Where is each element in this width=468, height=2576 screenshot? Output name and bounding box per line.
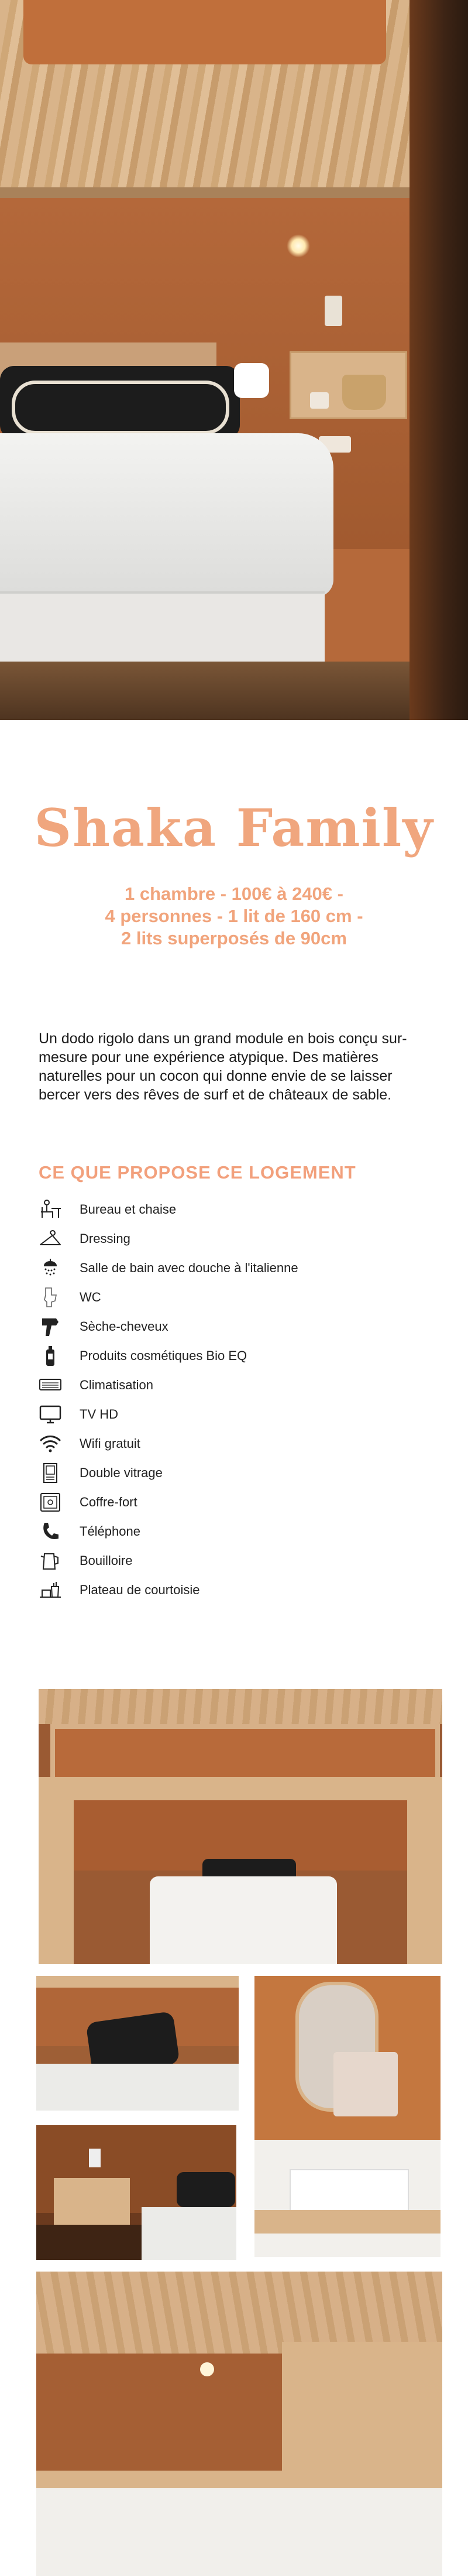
list-item [39, 1487, 390, 1516]
wall-lamp [287, 234, 310, 258]
list-item [39, 1516, 390, 1546]
amenity-label: TV HD [80, 1407, 118, 1421]
desk-chair-icon [39, 1199, 62, 1220]
kettle-icon [39, 1550, 62, 1571]
hero-room-photo [0, 0, 468, 720]
cosmetics-bottle-icon [39, 1345, 62, 1366]
list-item [39, 1282, 390, 1311]
list-item [39, 1399, 390, 1429]
list-item [39, 1458, 390, 1487]
page-title: Shaka Family [34, 797, 434, 858]
amenity-label: Wifi gratuit [80, 1436, 140, 1451]
amenity-label: Plateau de courtoisie [80, 1582, 200, 1597]
amenity-label: Climatisation [80, 1378, 153, 1392]
list-item [39, 1194, 390, 1224]
shower-icon [39, 1258, 62, 1279]
amenity-label: Produits cosmétiques Bio EQ [80, 1348, 247, 1363]
list-item [39, 1253, 390, 1282]
amenity-label: Coffre-fort [80, 1495, 137, 1509]
toilet-icon [39, 1287, 62, 1308]
hair-dryer-icon [39, 1316, 62, 1337]
amenity-label: Téléphone [80, 1524, 140, 1539]
summary-line: 4 personnes - 1 lit de 160 cm - [105, 906, 363, 926]
double-glazing-icon [39, 1462, 62, 1484]
tv-icon [39, 1404, 62, 1425]
light-switch [325, 296, 342, 326]
photo-pillows [36, 1976, 239, 2111]
air-conditioner-icon [39, 1375, 62, 1396]
photo-bunk-bed [36, 2272, 442, 2576]
list-item [39, 1546, 390, 1575]
list-item [39, 1224, 390, 1253]
amenity-label: Bouilloire [80, 1553, 133, 1568]
amenity-label: Dressing [80, 1231, 130, 1246]
safe-icon [39, 1492, 62, 1513]
photo-bunk-module [39, 1689, 442, 1964]
list-item [39, 1370, 390, 1399]
list-item [39, 1575, 390, 1604]
photo-bathroom [254, 1976, 441, 2257]
amenity-label: Double vitrage [80, 1465, 163, 1480]
amenity-label: Sèche-cheveux [80, 1319, 168, 1334]
amenity-label: Bureau et chaise [80, 1202, 177, 1217]
hanger-icon [39, 1228, 62, 1249]
summary-line: 1 chambre - 100€ à 240€ - [125, 883, 343, 904]
list-item [39, 1341, 390, 1370]
wifi-icon [39, 1433, 62, 1454]
amenity-label: WC [80, 1290, 101, 1304]
amenity-label: Salle de bain avec douche à l'italienne [80, 1260, 298, 1275]
list-item [39, 1429, 390, 1458]
list-item [39, 1311, 390, 1341]
photo-bedside [36, 2125, 236, 2260]
summary-line: 2 lits superposés de 90cm [121, 928, 347, 948]
courtesy-tray-icon [39, 1580, 62, 1601]
bed [0, 433, 333, 597]
phone-icon [39, 1521, 62, 1542]
room-description: Un dodo rigolo dans un grand module en bois conçu sur-mesure pour une expérience atypique. Des matières naturelles pour un cocon qui donne envie de se laisser bercer vers des rêves de surf et de châteaux de sable. [39, 1030, 407, 1103]
amenities-title: CE QUE PROPOSE CE LOGEMENT [39, 1162, 356, 1183]
room-summary [0, 883, 468, 950]
